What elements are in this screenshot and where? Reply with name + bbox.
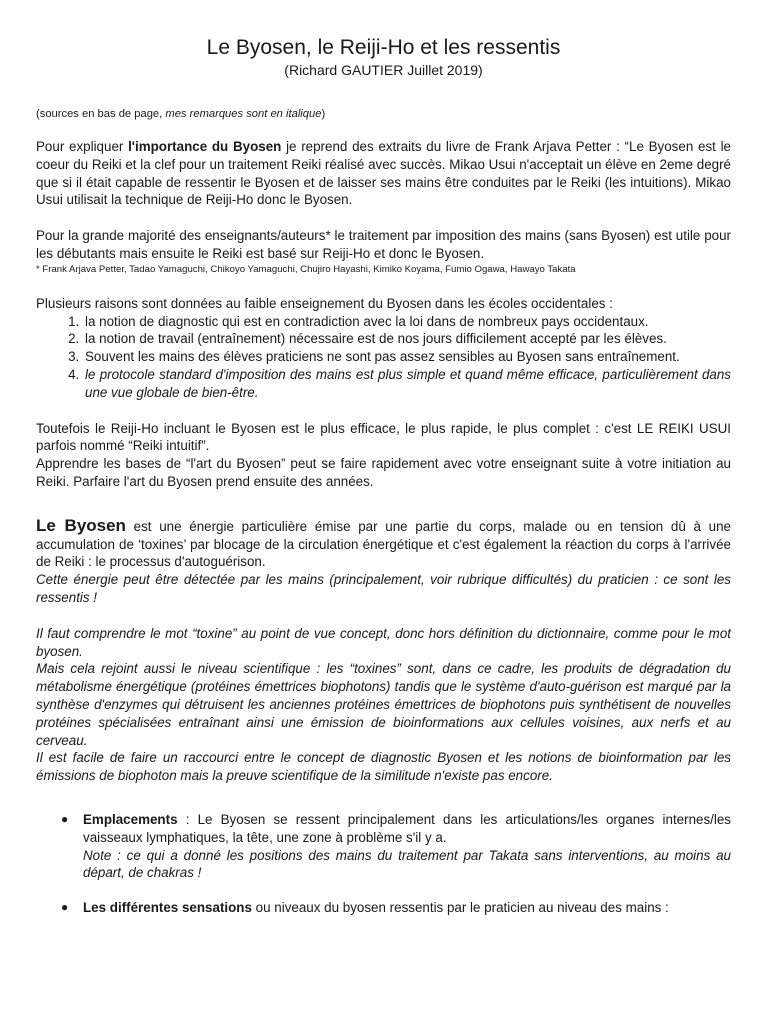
bullet-sensations [61,899,731,917]
reason-item-italic [83,366,731,402]
byosen-italic-text: Cette énergie peut être détectée par les mains (principalement, voir rubrique difficultés) du praticien : ce sont les ressentis ! [36,572,731,605]
emplacements-bold: Emplacements [83,811,178,827]
footnote-authors: * Frank Arjava Petter, Tadao Yamaguchi, Chikoyo Yamaguchi, Chujiro Hayashi, Kimiko Koyama, Fumio Ogawa, Hawayo Takata [36,263,576,275]
paragraph-enseignants: Pour la grande majorité des enseignants/auteurs* le traitement par imposition des mains (sans Byosen) est utile pour les débutants mais ensuite le Reiki est basé sur Reiji-Ho et donc le Byosen. [36,228,731,261]
reasons-intro: Plusieurs raisons sont données au faible enseignement du Byosen dans les écoles occidentales : [36,295,613,311]
paragraph-apprendre: Apprendre les bases de “l'art du Byosen” peut se faire rapidement avec votre enseignant suite à votre initiation au Reiki. Parfaire l'art du Byosen prend ensuite des années. [36,456,731,489]
bullet-emplacements [61,811,731,882]
toxine-3: Il est facile de faire un raccourci entre le concept de diagnostic Byosen et les notions de bioinformation par les émissions de biophoton mais la preuve scientifique de la similitude n'existe pas encore. [36,750,731,784]
byosen-definition [36,517,731,571]
reasons-list [36,313,731,402]
bullet-dot-icon: ● [61,900,69,915]
paragraph-importance [36,138,731,209]
byosen-text: est une énergie particulière émise par une partie du corps, malade ou en tension dû à une accumulation de ‘toxines’ par blocage de la circulation énergétique et c'est également la réaction du corps à l'arrivée de Reiki : le processus d'autoguérison. [36,518,731,570]
sources-pre: (sources en bas de page, [36,108,166,120]
emplacements-text: : Le Byosen se ressent principalement dans les articulations/les organes internes/les vaisseaux lymphatiques, la tête, une zone à problème s'il y a. [83,811,731,845]
bullet-list [36,811,731,917]
reason-item: 2. la notion de travail (entraînement) nécessaire est de nos jours difficilement accepté par les élèves. [83,330,731,348]
p1-pre: Pour expliquer [36,139,129,154]
toxine-1: Il faut comprendre le mot “toxine” au point de vue concept, donc hors définition du dictionnaire, comme pour le mot byosen. [36,625,731,659]
emplacements-note: Note : ce qui a donné les positions des mains du traitement par Takata sans interventions, au moins au départ, de chakras ! [83,847,731,881]
bullet-spacer [83,882,731,899]
doc-title: Le Byosen, le Reiji-Ho et les ressentis [206,36,561,59]
reason-4-text: le protocole standard d'imposition des mains est plus simple et quand même efficace, particulièrement dans une vue globale de bien-être. [85,366,731,400]
sources-post: ) [321,108,326,120]
toxine-concept [36,625,731,661]
p1-post: je reprend des extraits du livre de Frank Arjava Petter : “Le Byosen est le coeur du Reiki et la clef pour un traitement Reiki réalisé avec succès. Mikao Usui n'acceptait un élève en 2eme degré que si il était capable de ressentir le Byosen et de laisser ses mains être conduites par le Reiki (les intuitions). Mikao Usui utilisait la technique de Reiji-Ho donc le Byosen. [36,139,731,208]
toxine-raccourci [36,749,731,785]
bullet-dot-icon: ● [61,811,69,826]
p1-bold: l'importance du Byosen [128,139,282,154]
sensations-text: ou niveaux du byosen ressentis par le praticien au niveau des mains : [251,900,669,916]
toxine-2: Mais cela rejoint aussi le niveau scientifique : les “toxines” sont, dans ce cadre, les produits de dégradation du métabolisme énergétique (protéines émettrices biophotons) tandis que le système d'auto-guérison est marqué par la synthèse d'enzymes qui détruisent les anciennes protéines émettrices de biophotons puis synthétisent de nouvelles protéines spécialisées entraînant ainsi une émission de bioinformations aux cellules voisines, aux nerfs et au cerveau. [36,661,731,748]
sources-note [36,108,731,120]
paragraph-toutefois: Toutefois le Reiji-Ho incluant le Byosen est le plus efficace, le plus rapide, le plus complet : c'est LE REIKI USUI parfois nommé “Reiki intuitif”. [36,420,731,454]
document-page [36,30,731,917]
toxine-science [36,660,731,749]
reason-item: 1. la notion de diagnostic qui est en contradiction avec la loi dans de nombreux pays occidentaux. [83,313,731,331]
byosen-italic [36,571,731,607]
doc-subtitle: (Richard GAUTIER Juillet 2019) [284,62,483,78]
sources-italic: mes remarques sont en italique [165,108,322,120]
byosen-lead: Le Byosen [36,515,126,535]
reason-item: 3. Souvent les mains des élèves praticiens ne sont pas assez sensibles au Byosen sans entraînement. [83,348,731,366]
sensations-bold: Les différentes sensations [83,900,252,916]
